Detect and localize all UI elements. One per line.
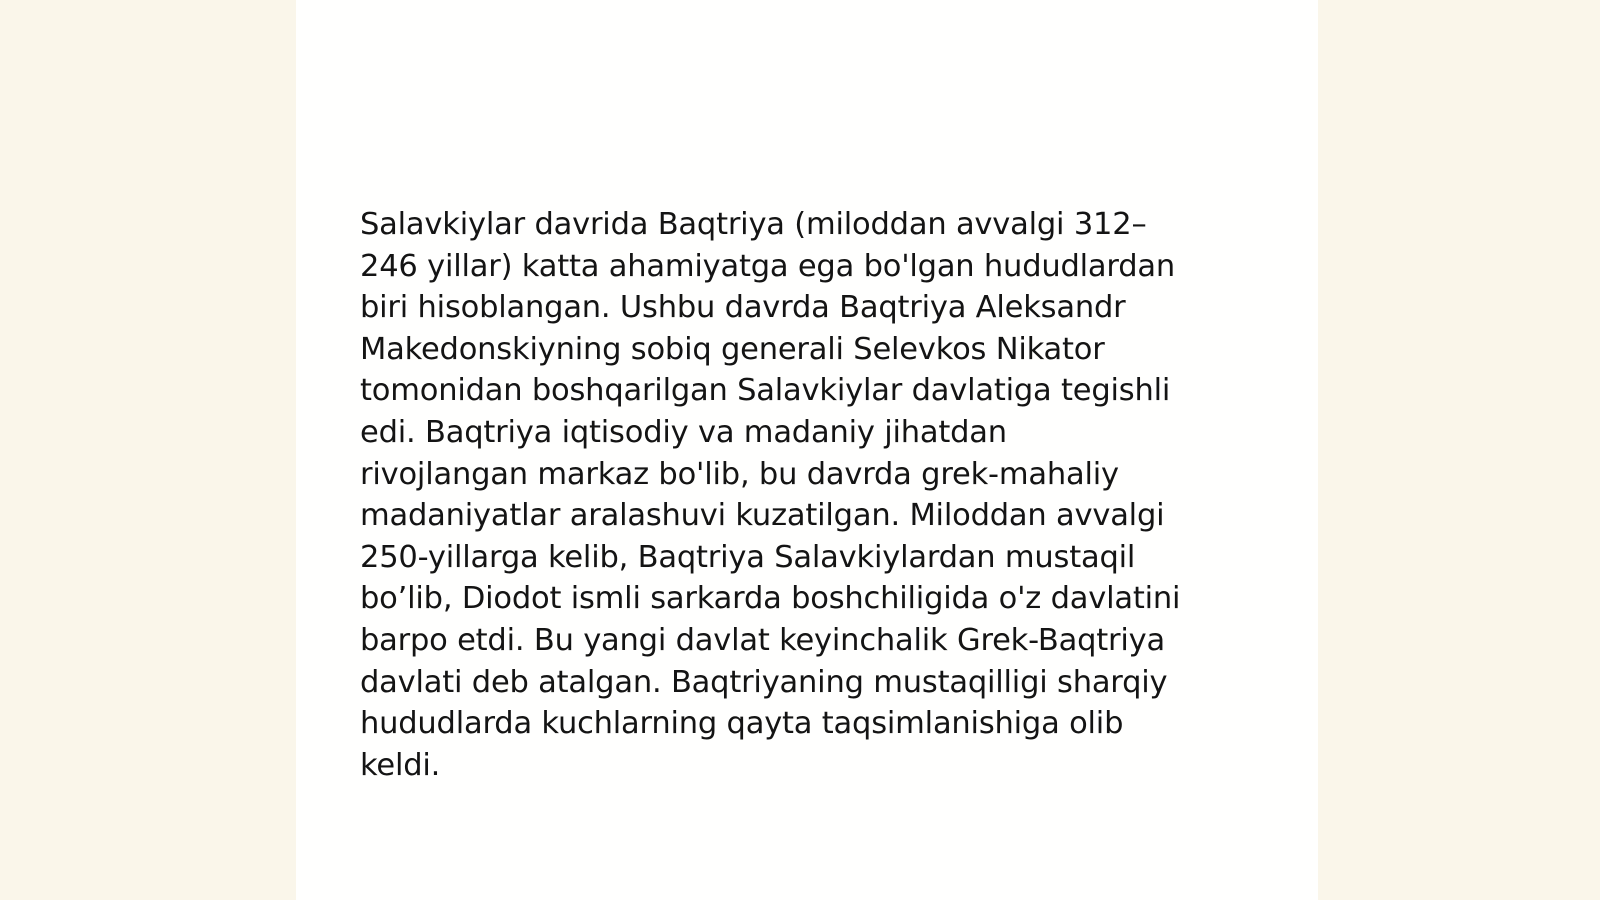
text-line-12: davlati deb atalgan. Baqtriyaning mustaqilligi sharqiy xyxy=(360,664,1168,700)
text-line-3: biri hisoblangan. Ushbu davrda Baqtriya Aleksandr xyxy=(360,290,1126,326)
text-line-1: Salavkiylar davrida Baqtriya (miloddan avvalgi 312– xyxy=(360,207,1147,242)
text-line-4: Makedonskiyning sobiq generali Selevkos Nikator xyxy=(360,331,1105,367)
text-line-9: 250-yillarga kelib, Baqtriya Salavkiylardan mustaqil xyxy=(360,539,1136,575)
text-line-7: rivojlangan markaz bo'lib, bu davrda grek-mahaliy xyxy=(360,456,1119,492)
text-line-13: hududlarda kuchlarning qayta taqsimlanishiga olib xyxy=(360,706,1124,742)
text-line-6: edi. Baqtriya iqtisodiy va madaniy jihatdan xyxy=(360,414,1007,450)
text-line-2: 246 yillar) katta ahamiyatga ega bo'lgan hududlardan xyxy=(360,248,1175,284)
text-line-10: bo’lib, Diodot ismli sarkarda boshchiligida o'z davlatini xyxy=(360,581,1181,617)
slide xyxy=(296,0,1318,900)
slide-body-text xyxy=(360,204,1260,786)
text-line-11: barpo etdi. Bu yangi davlat keyinchalik Grek-Baqtriya xyxy=(360,622,1165,658)
text-line-5: tomonidan boshqarilgan Salavkiylar davlatiga tegishli xyxy=(360,373,1171,409)
text-line-8: madaniyatlar aralashuvi kuzatilgan. Miloddan avvalgi xyxy=(360,498,1165,534)
text-line-14: keldi. xyxy=(360,747,441,783)
